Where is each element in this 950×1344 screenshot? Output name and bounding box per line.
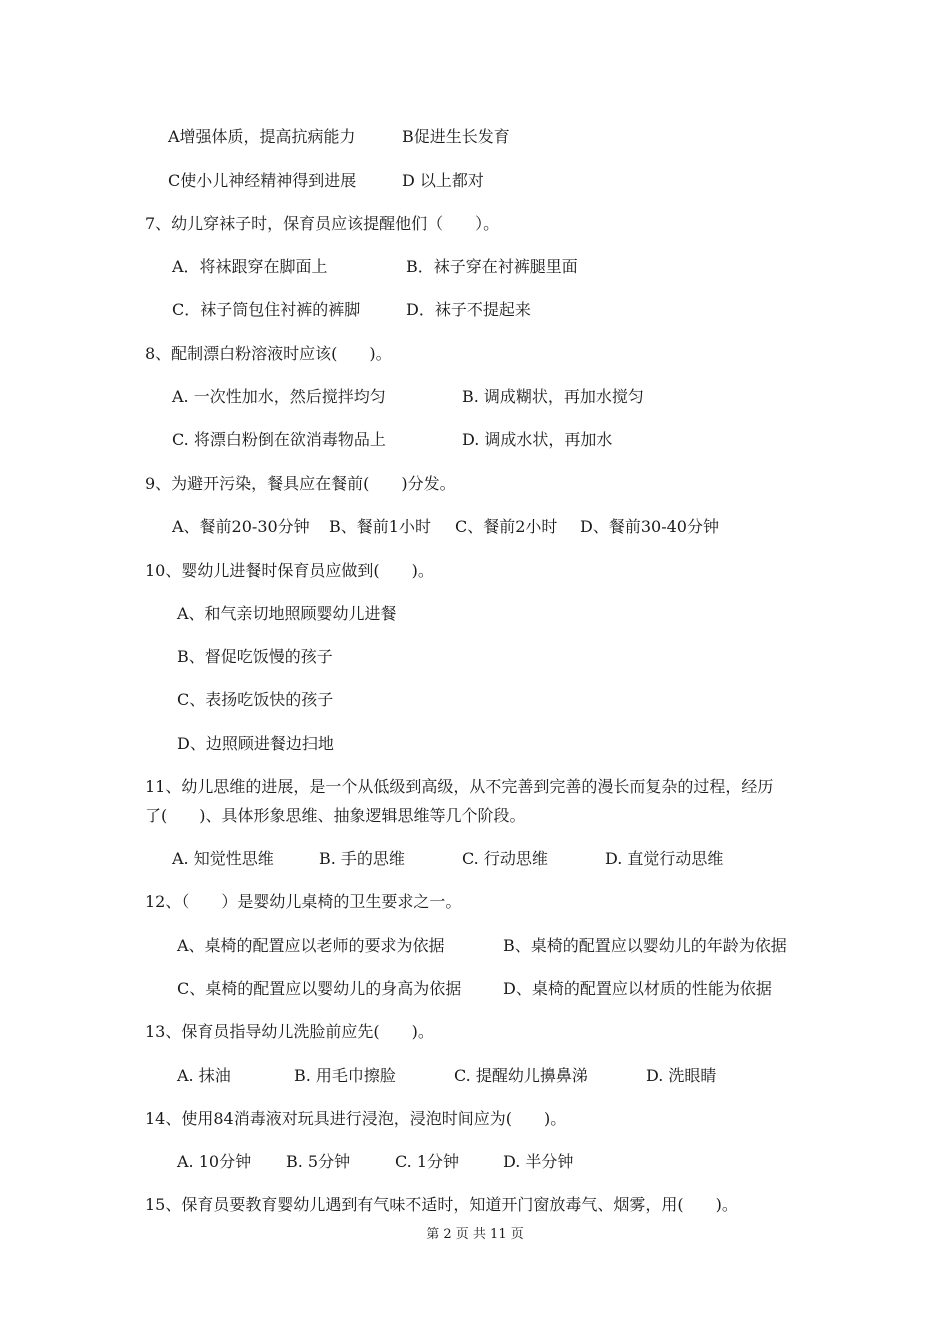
q10-option-c: C、表扬吃饭快的孩子 bbox=[177, 690, 334, 709]
q8-option-c: C. 将漂白粉倒在欲消毒物品上 bbox=[172, 430, 386, 449]
q14-option-d: D. 半分钟 bbox=[503, 1152, 574, 1171]
q12-option-c: C、桌椅的配置应以婴幼儿的身高为依据 bbox=[177, 979, 462, 998]
q10-stem: 10、婴幼儿进餐时保育员应做到( )。 bbox=[145, 561, 434, 580]
q7-option-c: C．袜子筒包住衬裤的裤脚 bbox=[172, 300, 361, 319]
q9-stem: 9、为避开污染，餐具应在餐前( )分发。 bbox=[145, 474, 456, 493]
q10-option-d: D、边照顾进餐边扫地 bbox=[177, 734, 334, 753]
q13-option-a: A. 抹油 bbox=[177, 1066, 231, 1085]
q14-option-c: C. 1分钟 bbox=[395, 1152, 460, 1171]
q6-option-c: C使小儿神经精神得到进展 bbox=[168, 171, 357, 190]
q13-option-c: C. 提醒幼儿擤鼻涕 bbox=[454, 1066, 588, 1085]
q8-option-d: D. 调成水状，再加水 bbox=[462, 430, 613, 449]
q6-option-a: A增强体质，提高抗病能力 bbox=[168, 127, 356, 146]
q13-stem: 13、保育员指导幼儿洗脸前应先( )。 bbox=[145, 1022, 434, 1041]
q11-option-d: D. 直觉行动思维 bbox=[605, 849, 724, 868]
q8-option-b: B. 调成糊状，再加水搅匀 bbox=[462, 387, 644, 406]
q11-option-a: A. 知觉性思维 bbox=[172, 849, 274, 868]
q6-option-b: B促进生长发育 bbox=[402, 127, 510, 146]
q14-option-a: A. 10分钟 bbox=[177, 1152, 252, 1171]
q11-option-b: B. 手的思维 bbox=[319, 849, 405, 868]
q15-stem: 15、保育员要教育婴幼儿遇到有气味不适时，知道开门窗放毒气、烟雾，用( )。 bbox=[145, 1195, 738, 1214]
q8-option-a: A. 一次性加水，然后搅拌均匀 bbox=[172, 387, 386, 406]
q14-option-b: B. 5分钟 bbox=[286, 1152, 351, 1171]
q11-option-c: C. 行动思维 bbox=[462, 849, 548, 868]
q10-option-b: B、督促吃饭慢的孩子 bbox=[177, 647, 333, 666]
q9-option-a: A、餐前20-30分钟 bbox=[172, 517, 310, 536]
q6-option-d: D 以上都对 bbox=[402, 171, 484, 190]
q7-option-b: B．袜子穿在衬裤腿里面 bbox=[406, 257, 578, 276]
q11-stem-line2: 了( )、具体形象思维、抽象逻辑思维等几个阶段。 bbox=[145, 806, 526, 825]
q7-option-d: D．袜子不提起来 bbox=[406, 300, 531, 319]
q9-option-c: C、餐前2小时 bbox=[455, 517, 558, 536]
q8-stem: 8、配制漂白粉溶液时应该( )。 bbox=[145, 344, 392, 363]
q7-stem: 7、幼儿穿袜子时，保育员应该提醒他们（ ）。 bbox=[145, 214, 500, 233]
q10-option-a: A、和气亲切地照顾婴幼儿进餐 bbox=[177, 604, 397, 623]
q12-option-a: A、桌椅的配置应以老师的要求为依据 bbox=[177, 936, 445, 955]
q12-option-b: B、桌椅的配置应以婴幼儿的年龄为依据 bbox=[503, 936, 787, 955]
q13-option-d: D. 洗眼睛 bbox=[646, 1066, 717, 1085]
q12-option-d: D、桌椅的配置应以材质的性能为依据 bbox=[503, 979, 772, 998]
q9-option-b: B、餐前1小时 bbox=[329, 517, 431, 536]
page-number-footer: 第 2 页 共 11 页 bbox=[426, 1227, 524, 1242]
q7-option-a: A．将袜跟穿在脚面上 bbox=[172, 257, 328, 276]
q9-option-d: D、餐前30-40分钟 bbox=[580, 517, 719, 536]
q12-stem: 12、（ ）是婴幼儿桌椅的卫生要求之一。 bbox=[145, 892, 462, 911]
q13-option-b: B. 用毛巾擦脸 bbox=[294, 1066, 396, 1085]
q14-stem: 14、使用84消毒液对玩具进行浸泡，浸泡时间应为( )。 bbox=[145, 1109, 567, 1128]
q11-stem-line1: 11、幼儿思维的进展，是一个从低级到高级，从不完善到完善的漫长而复杂的过程，经历 bbox=[145, 777, 774, 796]
